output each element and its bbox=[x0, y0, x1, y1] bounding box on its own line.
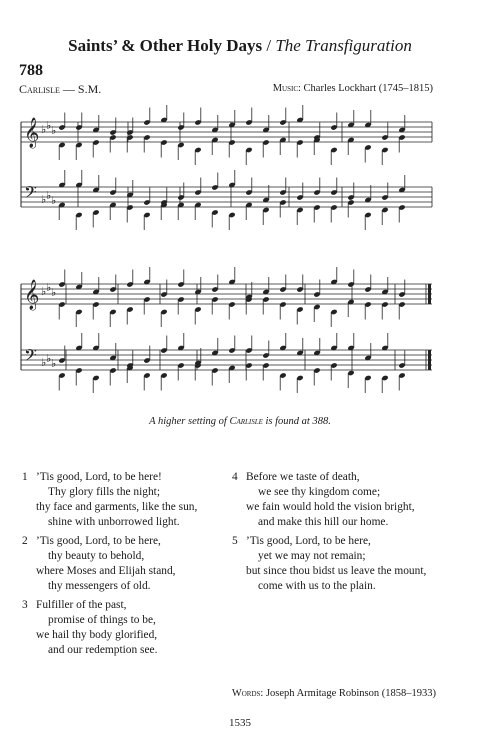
verse-line: and make this hill our home. bbox=[258, 516, 389, 528]
verse-line: we hail thy body glorified, bbox=[36, 629, 158, 641]
verse-line: but since thou bidst us leave the mount, bbox=[246, 565, 427, 577]
verse-line: we fain would hold the vision bright, bbox=[246, 501, 415, 513]
flat-icon: ♭ bbox=[51, 286, 57, 299]
verse-line: Fulfiller of the past, bbox=[36, 599, 127, 611]
verse-line: come with us to the plain. bbox=[258, 580, 376, 592]
verse-line: we see thy kingdom come; bbox=[258, 486, 381, 498]
verse-line: thy messengers of old. bbox=[48, 580, 151, 592]
flat-icon: ♭ bbox=[41, 123, 47, 136]
words-credit bbox=[232, 688, 436, 699]
final-barline bbox=[428, 284, 431, 304]
verse-number: 5 bbox=[232, 535, 238, 547]
treble-clef-icon: 𝄞 bbox=[24, 280, 40, 310]
verse-number: 2 bbox=[22, 535, 28, 547]
tune-name: Carlisle — S.M. bbox=[19, 82, 102, 96]
setting-note bbox=[0, 416, 480, 427]
flat-icon: ♭ bbox=[46, 189, 52, 202]
verse-line: thy face and garments, like the sun, bbox=[36, 501, 198, 513]
verse-line: shine with unborrowed light. bbox=[48, 516, 180, 528]
flat-icon: ♭ bbox=[51, 124, 57, 137]
verse-line: Thy glory fills the night; bbox=[48, 486, 160, 498]
final-barline bbox=[428, 350, 431, 370]
flat-icon: ♭ bbox=[51, 194, 57, 207]
setting-note-prefix: A higher setting of bbox=[149, 416, 230, 427]
words-author: Joseph Armitage Robinson (1858–1933) bbox=[265, 688, 436, 699]
verse-line: thy beauty to behold, bbox=[48, 550, 145, 562]
flat-icon: ♭ bbox=[41, 285, 47, 298]
setting-note-tune: Carlisle bbox=[229, 416, 263, 427]
verse-2 bbox=[22, 534, 176, 594]
hymn-number: 788 bbox=[19, 62, 43, 79]
verse-1 bbox=[22, 470, 198, 530]
verse-number: 3 bbox=[22, 599, 28, 611]
music-composer: Charles Lockhart (1745–1815) bbox=[303, 83, 433, 94]
treble-clef-icon: 𝄞 bbox=[24, 118, 40, 148]
verse-line: promise of things to be, bbox=[48, 614, 156, 626]
flat-icon: ♭ bbox=[46, 119, 52, 132]
flat-icon: ♭ bbox=[46, 352, 52, 365]
verse-line: yet we may not remain; bbox=[258, 550, 366, 562]
verse-5 bbox=[232, 534, 427, 594]
section-subtitle: The Transfiguration bbox=[275, 36, 412, 55]
section-title: Saints’ & Other Holy Days bbox=[68, 36, 263, 55]
verse-number: 4 bbox=[232, 471, 238, 483]
verse-line: Before we taste of death, bbox=[246, 471, 360, 483]
setting-note-suffix: is found at 388. bbox=[262, 416, 331, 427]
header-separator: / bbox=[262, 36, 276, 55]
flat-icon: ♭ bbox=[51, 357, 57, 370]
verse-line: ’Tis good, Lord, to be here! bbox=[36, 471, 162, 483]
flat-icon: ♭ bbox=[41, 356, 47, 369]
bass-clef-icon: 𝄢 bbox=[24, 182, 37, 206]
words-label: Words: bbox=[231, 688, 264, 699]
verse-line: ’Tis good, Lord, to be here, bbox=[36, 535, 161, 547]
verse-number: 1 bbox=[22, 471, 28, 483]
music-label: Music: bbox=[272, 83, 301, 94]
verse-line: where Moses and Elijah stand, bbox=[36, 565, 176, 577]
staff-lines bbox=[21, 117, 432, 370]
flat-icon: ♭ bbox=[46, 281, 52, 294]
verse-line: and our redemption see. bbox=[48, 644, 158, 656]
verse-4 bbox=[232, 470, 415, 530]
page-number: 1535 bbox=[229, 717, 251, 729]
verse-3 bbox=[22, 598, 158, 658]
verse-line: ’Tis good, Lord, to be here, bbox=[246, 535, 371, 547]
bass-clef-icon: 𝄢 bbox=[24, 345, 37, 369]
flat-icon: ♭ bbox=[41, 193, 47, 206]
